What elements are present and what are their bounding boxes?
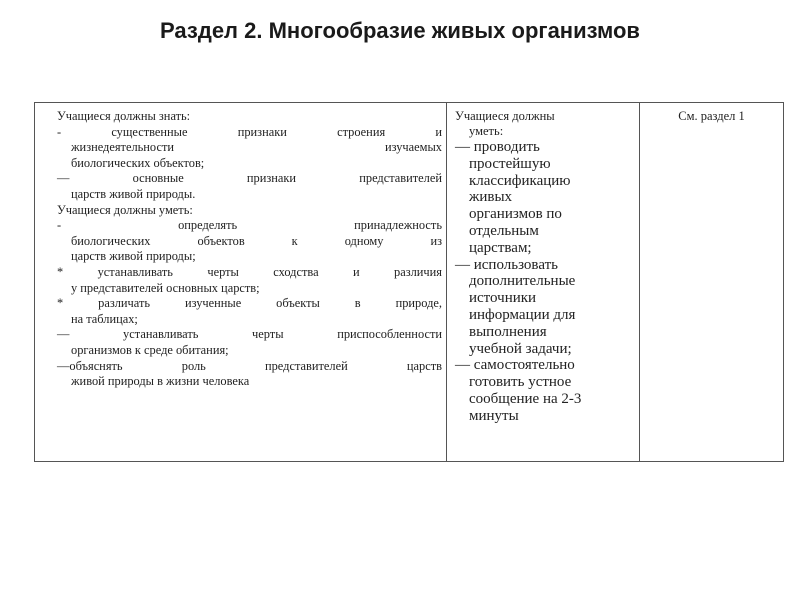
list-line: организмов к среде обитания; [71,342,229,357]
list-line: царств живой природы; [71,249,196,264]
able-header: Учащиеся должны уметь: [57,202,193,217]
list-line: царств живой природы. [71,186,196,201]
reference-text: См. раздел 1 [678,109,745,123]
list-line: минуты [469,407,519,424]
skills-header: Учащиеся должны [455,109,555,123]
list-line: у представителей основных царств; [71,280,260,295]
list-line: царствам; [469,239,532,256]
cell-skills-short [447,103,640,462]
list-line: — самостоятельно [455,357,575,374]
skills-header-cont: уметь: [469,124,504,138]
list-line: биологических объектов; [71,155,205,170]
list-line: сообщение на 2-3 [469,390,582,407]
list-line: выполнения [469,323,547,340]
requirements-table [34,102,784,462]
list-line: — использовать [455,256,558,273]
table-row [35,103,784,462]
list-item [455,257,635,358]
list-line: простейшую [469,155,551,172]
list-line: источники [469,290,537,307]
list-line: дополнительные [469,273,576,290]
list-line: —объяснять роль представителей царств [57,358,442,373]
know-header: Учащиеся должны знать: [57,109,191,123]
list-line: на таблицах; [71,311,138,326]
list-item [455,357,635,424]
list-line: информации для [469,306,576,323]
list-line: * устанавливать черты сходства и различия [57,264,442,279]
list-line: учебной задачи; [469,340,572,357]
list-line: — основные признаки представителей [57,171,442,186]
list-line: — устанавливать черты приспособленности [57,327,442,342]
list-line: классификацию [469,172,571,189]
cell-knowledge-skills [35,103,447,462]
list-line: живой природы в жизни человека [71,374,250,389]
list-line: биологических объектов к одному из [71,233,442,248]
cell-reference [640,103,784,462]
list-line: жизнедеятельности изучаемых [71,140,442,155]
list-line: живых [469,189,513,206]
list-line: отдельным [469,222,539,239]
list-line: — проводить [455,139,540,155]
list-line: организмов по [469,206,562,223]
list-item [455,139,635,257]
page-title: Раздел 2. Многообразие живых организмов [160,18,640,43]
list-line: * различать изученные объекты в природе, [57,296,442,311]
list-line: - определять принадлежность [57,218,442,233]
list-line: готовить устное [469,374,572,391]
list-line: - существенные признаки строения и [57,124,442,139]
